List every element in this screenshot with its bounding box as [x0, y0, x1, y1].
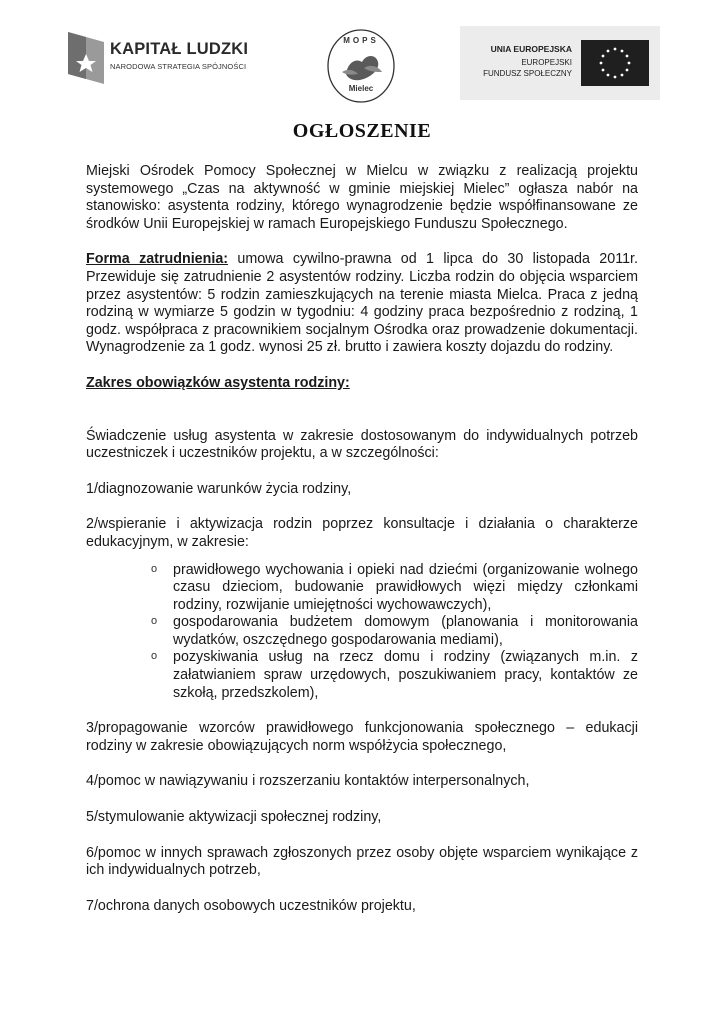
duty-item-3: 3/propagowanie wzorców prawidłowego funkcjonowania społecznego – edukacji rodziny w zakresie obowiązujących norm współżycia społecznego, [86, 720, 638, 754]
kapital-ludzki-title: KAPITAŁ LUDZKI [110, 40, 249, 58]
intro-paragraph: Miejski Ośrodek Pomocy Społecznej w Mielcu w związku z realizacją projektu systemowego „Czas na aktywność w gminie miejskiej Mielec” ogłasza nabór na stanowisko: asystenta rodziny, którego wynagrodzenie będzie współfinansowane ze środków Unii Europejskiej w ramach Europejskiego Funduszu Społecznego. [86, 163, 638, 232]
duty-item-6: 6/pomoc w innych sprawach zgłoszonych przez osoby objęte wsparciem wynikające z ich indywidualnych potrzeb, [86, 844, 638, 879]
mops-acronym: MOPS [343, 36, 379, 45]
eu-fund-logo [460, 26, 660, 100]
duties-intro: Świadczenie usług asystenta w zakresie dostosowanym do indywidualnych potrzeb uczestniczek i uczestników projektu, a w szczególności: [86, 427, 638, 462]
eu-fund-line2: FUNDUSZ SPOŁECZNY [483, 69, 572, 78]
duties-heading [86, 375, 638, 393]
duty-item-2: 2/wspieranie i aktywizacja rodzin poprzez konsultacje i działania o charakterze edukacyjnym, w zakresie: [86, 516, 638, 550]
announcement-body [86, 163, 638, 915]
duty-subitems-list [86, 562, 638, 703]
bullet-circle-icon: o [151, 650, 158, 663]
list-item [151, 649, 638, 702]
duty-item-1: 1/diagnozowanie warunków życia rodziny, [86, 480, 352, 497]
subitem-text: prawidłowego wychowania i opieki nad dziećmi (organizowanie wolnego czasu dzieciom, budowanie prawidłowych więzi między członkami rodziny, rozwijanie umiejętności wychowawczych), [173, 561, 638, 613]
eu-fund-line1: EUROPEJSKI [521, 58, 572, 67]
employment-label: Forma zatrudnienia: [86, 251, 229, 268]
kapital-ludzki-emblem-icon [66, 30, 106, 86]
subitem-text: gospodarowania budżetem domowym (planowania i monitorowania wydatków, oszczędnego gospodarowania mediami), [173, 614, 638, 648]
subitem-text: pozyskiwania usług na rzecz domu i rodziny (związanych m.in. z załatwianiem spraw urzędowych, poszukiwaniem pracy, kontaktów ze szkołą, przedszkolem), [173, 649, 638, 701]
mops-city: Mielec [348, 84, 374, 93]
document-header [0, 22, 724, 110]
eu-flag-icon [581, 40, 649, 86]
kapital-ludzki-logo [66, 30, 266, 90]
kapital-ludzki-subtitle: NARODOWA STRATEGIA SPÓJNOŚCI [110, 62, 247, 71]
bullet-circle-icon: o [151, 562, 158, 575]
eu-union-label: UNIA EUROPEJSKA [490, 44, 572, 54]
mops-mielec-logo [326, 28, 396, 104]
employment-text: umowa cywilno-prawna od 1 lipca do 30 listopada 2011r. Przewiduje się zatrudnienie 2 asystentów rodziny. Liczba rodzin do objęcia wsparciem przez asystentów: 5 rodzin zamieszkujących na terenie miasta Mielca. Praca z jedną rodziną w wymiarze 5 godzin w tygodniu: 4 godziny praca bezpośrednio z rodziną, 1 godz. współpraca z pracownikiem socjalnym Ośrodka oraz prowadzenie dokumentacji. Wynagrodzenie za 1 godz. wynosi 25 zł. brutto i zawiera koszty dojazdu do rodziny. [86, 251, 638, 356]
duty-item-4: 4/pomoc w nawiązywaniu i rozszerzaniu kontaktów interpersonalnych, [86, 773, 530, 790]
list-item [151, 561, 638, 615]
bullet-circle-icon: o [151, 615, 158, 628]
announcement-title: OGŁOSZENIE [292, 120, 432, 142]
duties-heading-text: Zakres obowiązków asystenta rodziny: [86, 374, 350, 391]
list-item [151, 614, 638, 649]
duty-item-7: 7/ochrona danych osobowych uczestników projektu, [86, 897, 416, 914]
employment-paragraph [86, 251, 638, 357]
duty-item-5: 5/stymulowanie aktywizacji społecznej rodziny, [86, 809, 382, 826]
